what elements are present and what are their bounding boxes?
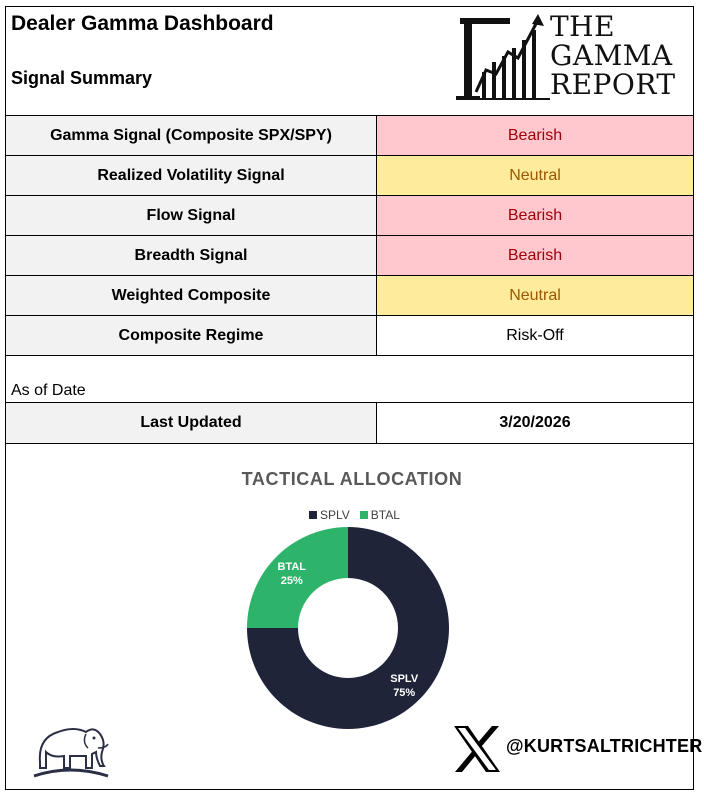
slice-percent-label: 25% bbox=[280, 574, 303, 587]
social-handle[interactable]: @KURTSALTRICHTER bbox=[506, 736, 703, 756]
table-row bbox=[6, 116, 694, 156]
signal-value: Bearish bbox=[377, 196, 694, 236]
signal-value: Risk-Off bbox=[377, 316, 694, 356]
table-row bbox=[6, 276, 694, 316]
legend-item-btal bbox=[360, 508, 400, 522]
last-updated-table bbox=[5, 402, 694, 444]
signal-label: Breadth Signal bbox=[6, 236, 377, 276]
logo-line-2: GAMMA bbox=[550, 39, 673, 72]
logo-line-3: REPORT bbox=[550, 68, 676, 101]
signal-label: Weighted Composite bbox=[6, 276, 377, 316]
signal-label: Gamma Signal (Composite SPX/SPY) bbox=[6, 116, 377, 156]
last-updated-value: 3/20/2026 bbox=[377, 403, 694, 444]
legend-item-splv bbox=[309, 508, 350, 522]
page-title: Dealer Gamma Dashboard bbox=[11, 12, 274, 35]
table-row bbox=[6, 236, 694, 276]
legend-label: BTAL bbox=[370, 508, 400, 522]
signal-label: Realized Volatility Signal bbox=[6, 156, 377, 196]
legend-swatch-btal bbox=[360, 511, 368, 519]
page-subtitle: Signal Summary bbox=[11, 68, 153, 88]
legend-swatch-splv bbox=[309, 511, 317, 519]
table-row bbox=[6, 316, 694, 356]
table-row bbox=[6, 196, 694, 236]
slice-percent-label: 75% bbox=[393, 687, 416, 700]
last-updated-label: Last Updated bbox=[6, 403, 377, 444]
signal-value: Neutral bbox=[377, 156, 694, 196]
table-row bbox=[6, 403, 694, 444]
signal-value: Bearish bbox=[377, 116, 694, 156]
signal-value: Bearish bbox=[377, 236, 694, 276]
as-of-date-heading: As of Date bbox=[11, 382, 86, 399]
gamma-chart-logo-icon bbox=[452, 12, 552, 102]
chart-title: TACTICAL ALLOCATION bbox=[241, 469, 463, 489]
gamma-report-logo bbox=[452, 12, 682, 102]
elephant-icon bbox=[30, 712, 112, 778]
legend-label: SPLV bbox=[320, 508, 350, 522]
signal-label: Flow Signal bbox=[6, 196, 377, 236]
signal-summary-table bbox=[5, 115, 694, 356]
allocation-donut-chart bbox=[246, 526, 450, 730]
signal-value: Neutral bbox=[377, 276, 694, 316]
slice-name-label: BTAL bbox=[277, 560, 307, 573]
logo-line-1: THE bbox=[550, 10, 616, 43]
table-row bbox=[6, 156, 694, 196]
x-logo-icon bbox=[452, 724, 502, 774]
slice-name-label: SPLV bbox=[390, 673, 419, 686]
signal-label: Composite Regime bbox=[6, 316, 377, 356]
chart-legend bbox=[309, 508, 406, 522]
